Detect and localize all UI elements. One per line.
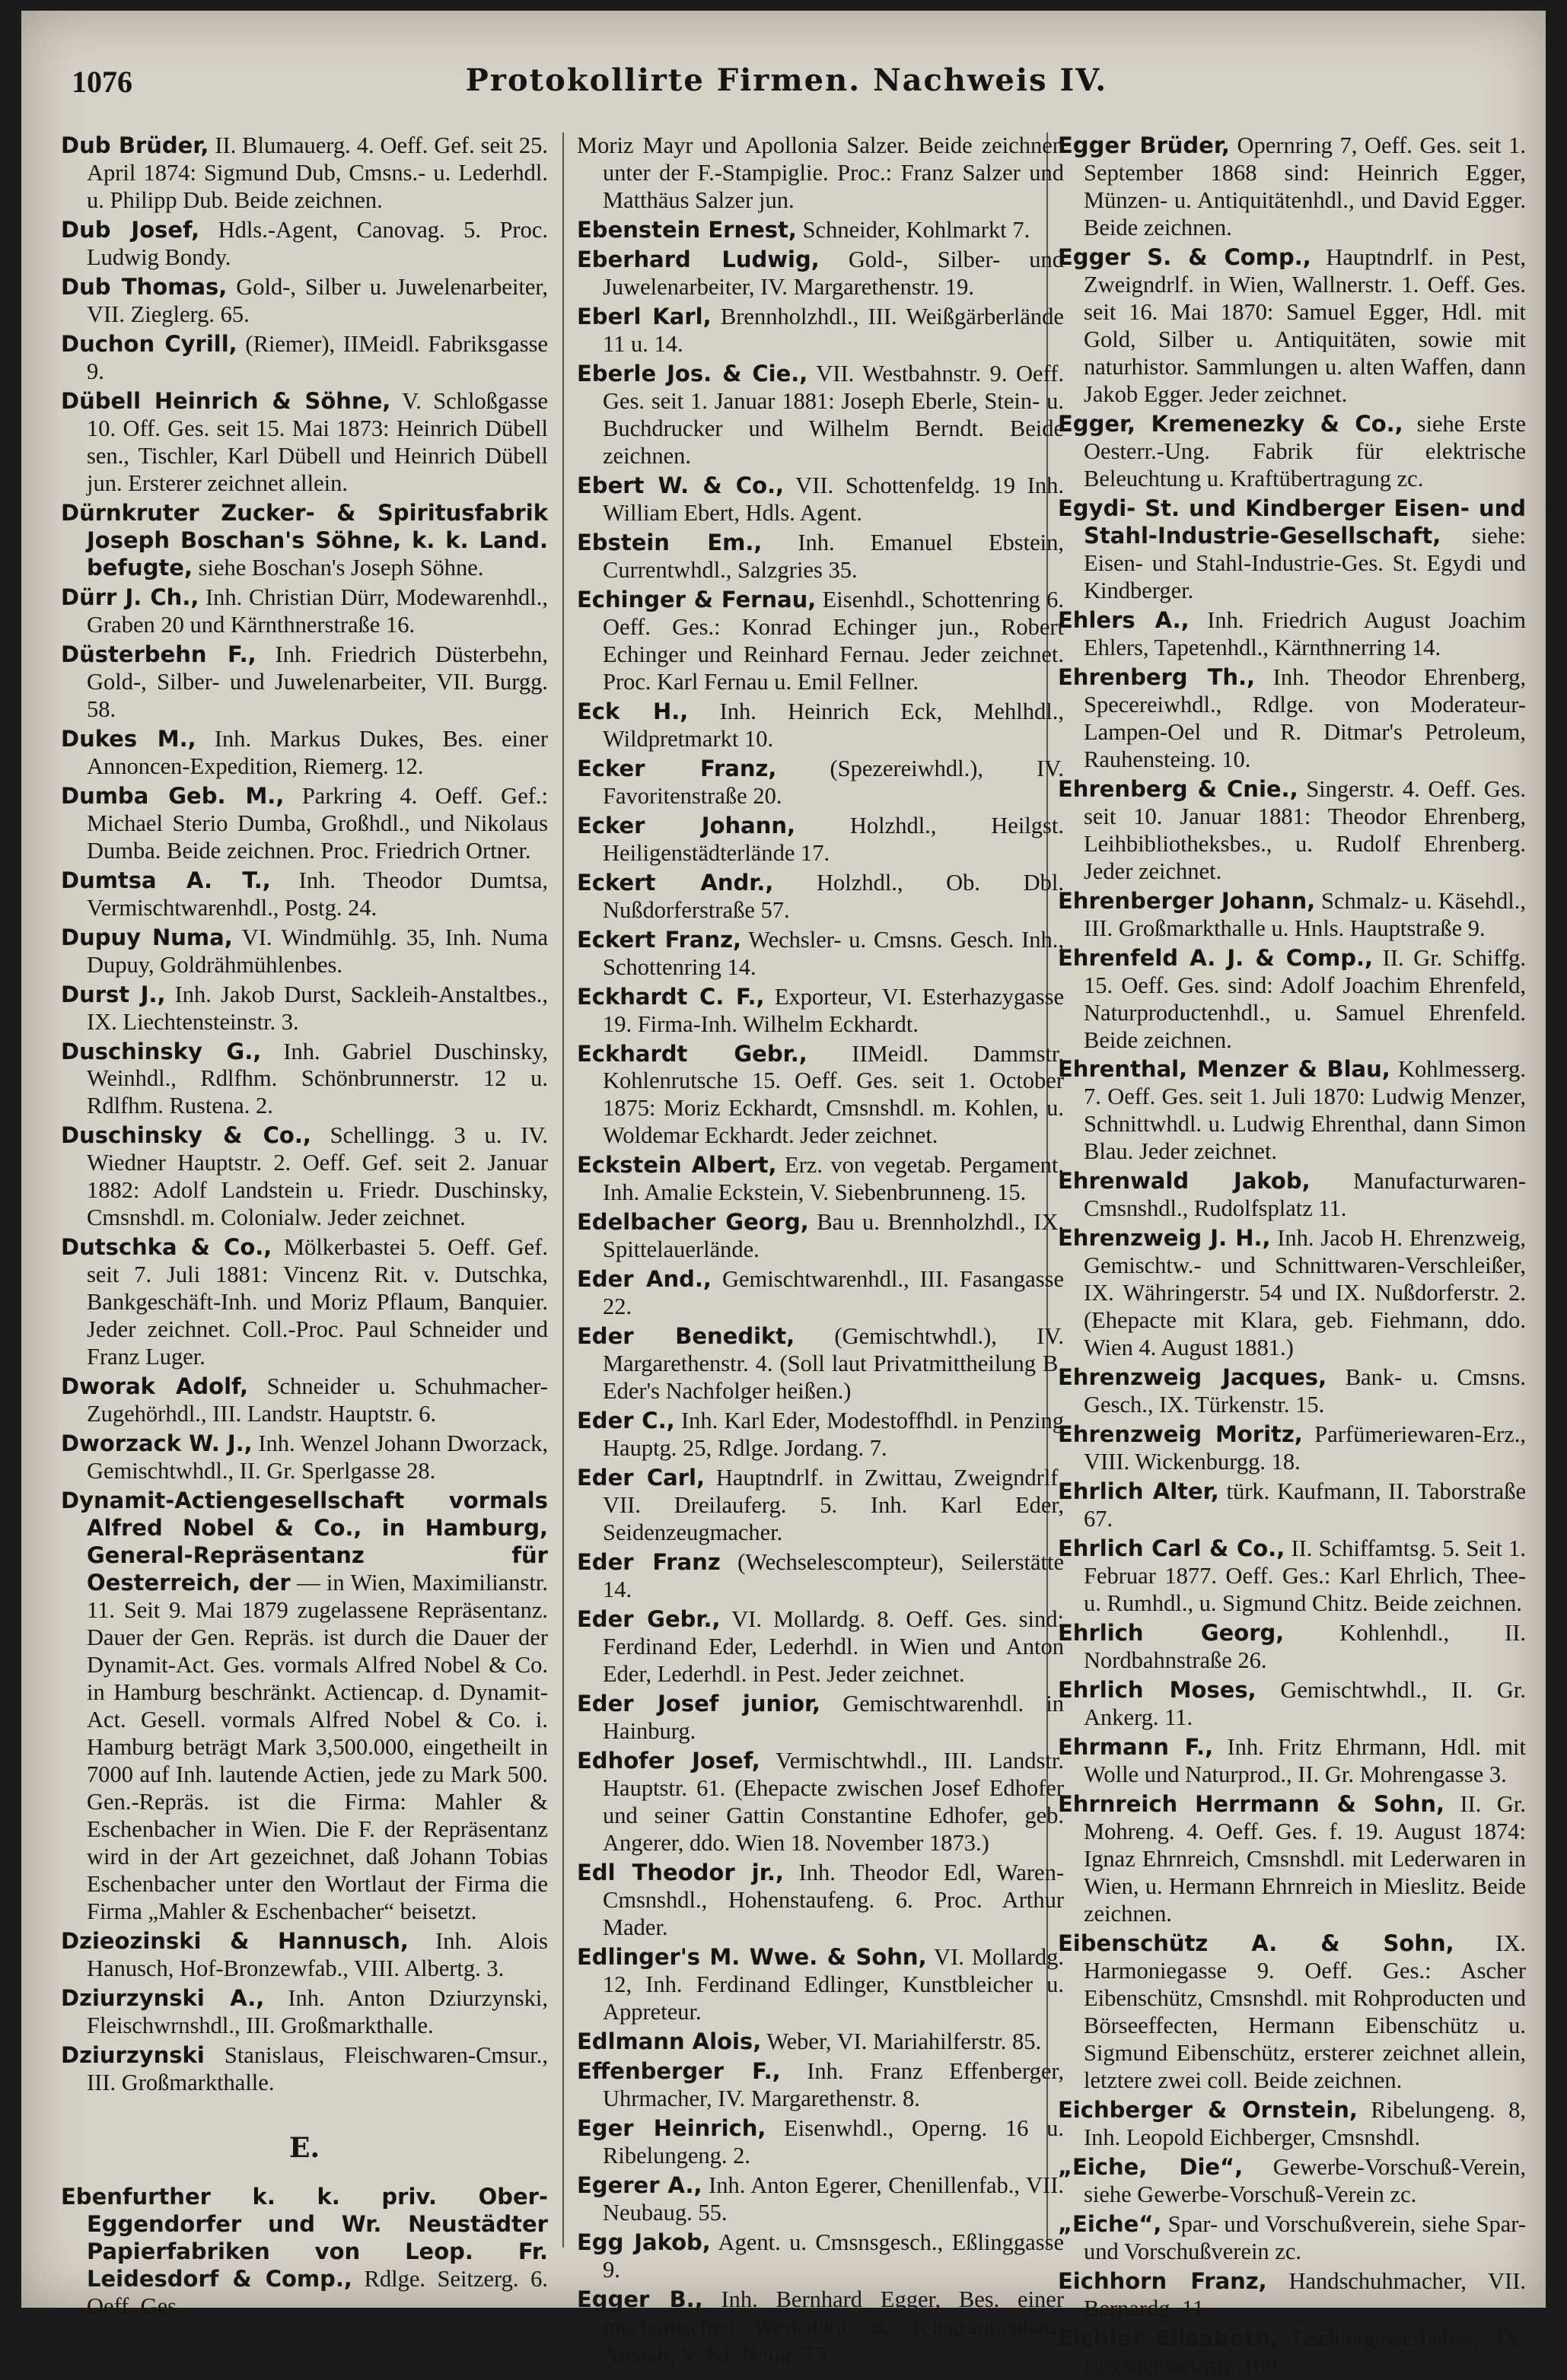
directory-entry: [1058, 776, 1526, 886]
firm-name: Edelbacher Georg,: [577, 1209, 809, 1236]
entry-text: Gold-, Silber u. Juwelenarbeiter, VII. Zieglerg. 65.: [87, 273, 548, 327]
firm-name: Eichhorn Franz,: [1058, 2267, 1267, 2294]
directory-entry: [1058, 1930, 1526, 2095]
firm-name: Ehrlich Georg,: [1058, 1620, 1285, 1647]
directory-entry: [61, 982, 548, 1036]
directory-entry: [1058, 2097, 1526, 2152]
firm-name: Eder Josef junior,: [577, 1691, 821, 1717]
entry-text: II. Schiffamtsg. 5. Seit 1. Februar 1877. Oeff. Ges.: Karl Ehrlich, Thee- u. Rumhdl., u. Sigmund Chitz. Beide zeichnen.: [1084, 1535, 1526, 1617]
entry-text: VII. Schottenfeldg. 19 Inh. William Ebert, Hdls. Agent.: [603, 472, 1065, 526]
firm-name: Dworak Adolf,: [61, 1373, 249, 1400]
directory-entry: [61, 584, 548, 639]
firm-name: Duschinsky & Co.,: [61, 1122, 311, 1149]
firm-name: Ebstein Em.,: [577, 529, 763, 555]
column-2: [577, 132, 1065, 2367]
firm-name: Dziurzynski A.,: [61, 1984, 265, 2011]
firm-name: Ecker Johann,: [577, 812, 796, 838]
entry-text: Bau u. Brennholzhdl., IX. Spittelauerlände.: [603, 1209, 1064, 1263]
directory-entry: [1058, 1478, 1526, 1533]
firm-name: Ehrenberg & Cnie.,: [1058, 775, 1298, 802]
directory-entry: [1058, 2211, 1526, 2266]
directory-entry: [577, 304, 1064, 358]
firm-name: Egerer A.,: [577, 2172, 702, 2198]
directory-entry: [1058, 1677, 1526, 1732]
directory-entry: [61, 867, 548, 922]
entry-text: Inh. Friedrich Düsterbehn, Gold-, Silber- und Juwelenarbeiter, VII. Burgg. 58.: [87, 641, 548, 722]
entry-text: Singerstr. 4. Oeff. Ges. seit 10. Januar 1881: Theodor Ehrenberg, Leihbibliotheksbes., u. Rudolf Ehrenberg. Jeder zeichnet.: [1084, 775, 1526, 884]
entry-text: Schmalz- u. Käsehdl., III. Großmarkthalle u. Hnls. Hauptstraße 9.: [1084, 887, 1526, 941]
directory-entry: [577, 530, 1064, 584]
firm-name: Durst J.,: [61, 981, 166, 1007]
entry-text: IX. Harmoniegasse 9. Oeff. Ges.: Ascher Eibenschütz, Cmsnshdl. mit Rohproducten und Börseeffecten, Hermann Eibenschütz u. Sigmund Eibenschütz, ersterer zeichnet allein, letztere zwei coll. Beide zeichnen.: [1084, 1930, 1526, 2093]
entry-text: Inh. Bernhard Egger, Bes. einer mechanischen Werkstätte u. Telegraphenbau-Anstalt, V. Kl. Neug. 23.: [603, 2286, 1064, 2367]
directory-entry: [577, 1691, 1064, 1745]
directory-entry: [577, 1041, 1064, 1150]
firm-name: Edhofer Josef,: [577, 1748, 760, 1774]
firm-name: Dutschka & Co.,: [61, 1234, 272, 1261]
firm-name: Eberl Karl,: [577, 303, 712, 329]
directory-entry: [577, 217, 1064, 244]
firm-name: Eger Heinrich,: [577, 2114, 766, 2141]
entry-text: Hauptndrlf. in Zwittau, Zweigndrlf. VII. Dreilauferg. 5. Inh. Karl Eder, Seidenzeugmacher.: [603, 1465, 1064, 1546]
firm-name: Eckhardt C. F.,: [577, 983, 765, 1010]
directory-entry: [577, 1748, 1064, 1857]
directory-entry: [577, 1944, 1064, 2026]
directory-entry: [577, 870, 1064, 924]
firm-name: Ehlers A.,: [1058, 606, 1190, 633]
directory-entry: [1058, 2154, 1526, 2209]
firm-name: Dub Thomas,: [61, 273, 228, 300]
directory-entry: [577, 132, 1064, 215]
firm-name: Eder And.,: [577, 1266, 712, 1293]
directory-entry: [61, 2184, 548, 2321]
firm-name: Eder C.,: [577, 1408, 675, 1434]
firm-name: Duschinsky G.,: [61, 1038, 262, 1064]
entry-text: V. Schloßgasse 10. Off. Ges. seit 15. Mai 1873: Heinrich Dübell sen., Tischler, Karl Dübell und Heinrich Dübell jun. Ersterer zeichnet allein.: [87, 387, 548, 496]
firm-name: Dub Brüder,: [61, 132, 209, 158]
directory-entry: [1058, 1535, 1526, 1618]
entry-text: (Wechselescompteur), Seilerstätte 14.: [603, 1549, 1064, 1603]
entry-text: türk. Kaufmann, II. Taborstraße 67.: [1084, 1478, 1526, 1532]
entry-text: Inh. Franz Effenberger, Uhrmacher, IV. Margarethenstr. 8.: [603, 2057, 1064, 2111]
directory-entry: [61, 924, 548, 979]
firm-name: Edlmann Alois,: [577, 2028, 762, 2054]
entry-text: Inh. Karl Eder, Modestoffhdl. in Penzing Hauptg. 25, Rdlge. Jordang. 7.: [603, 1408, 1064, 1462]
directory-entry: [577, 1860, 1064, 1942]
entry-text: Gewerbe-Vorschuß-Verein, siehe Gewerbe-Vorschuß-Verein zc.: [1084, 2153, 1526, 2207]
directory-entry: [577, 813, 1064, 867]
directory-entry: [61, 1234, 548, 1371]
running-title: Protokollirte Firmen. Nachweis IV.: [465, 62, 1108, 98]
directory-entry: [1058, 1620, 1526, 1675]
firm-name: Duchon Cyrill,: [61, 330, 237, 357]
firm-name: Egger B.,: [577, 2286, 703, 2312]
entry-text: IIMeidl. Dammstr. Kohlenrutsche 15. Oeff. Ges. seit 1. October 1875: Moriz Eckhardt, Cmsnshdl. m. Kohlen, u. Woldemar Eckhardt. Jeder zeichnet.: [603, 1040, 1065, 1149]
directory-entry: [61, 1430, 548, 1485]
directory-entry: [1058, 1056, 1526, 1166]
firm-name: Dürnkruter Zucker- & Spiritusfabrik Joseph Boschan's Söhne, k. k. Land. befugte,: [61, 499, 548, 581]
directory-entry: [577, 2058, 1064, 2113]
firm-name: Dübell Heinrich & Söhne,: [61, 387, 391, 414]
entry-text: Weber, VI. Mariahilferstr. 85.: [761, 2028, 1042, 2054]
directory-entry: [1058, 2268, 1526, 2323]
entry-text: Schellingg. 3 u. IV. Wiedner Hauptstr. 2. Oeff. Gef. seit 2. Januar 1882: Adolf Landstein u. Friedr. Duschinsky, Cmsnshdl. m. Colonialw. Jeder zeichnet.: [87, 1122, 548, 1231]
firm-name: Ehrenfeld A. J. & Comp.,: [1058, 944, 1373, 971]
entry-text: Stanislaus, Fleischwaren-Cmsur., III. Großmarkthalle.: [87, 2041, 548, 2095]
entry-text: Moriz Mayr und Apollonia Salzer. Beide zeichnen unter der F.-Stampiglie. Proc.: Franz Salzer und Matthäus Salzer jun.: [577, 132, 1064, 213]
entry-text: Gemischtwarenhdl. in Hainburg.: [603, 1691, 1064, 1745]
directory-entry: [1058, 1364, 1526, 1419]
firm-name: Ehrenthal, Menzer & Blau,: [1058, 1056, 1390, 1083]
directory-entry: [61, 1373, 548, 1428]
entry-text: Spar- und Vorschußverein, siehe Spar- und Vorschußverein zc.: [1084, 2210, 1526, 2264]
firm-name: Eckhardt Gebr.,: [577, 1040, 807, 1067]
entry-text: II. Gr. Schiffg. 15. Oeff. Ges. sind: Adolf Joachim Ehrenfeld, Naturproductenhdl., u. Samuel Ehrenfeld. Beide zeichnen.: [1084, 944, 1526, 1053]
firm-name: Ehrlich Carl & Co.,: [1058, 1535, 1285, 1562]
directory-entry: [61, 783, 548, 865]
firm-name: Egger Brüder,: [1058, 132, 1230, 158]
entry-text: Kohlenhdl., II. Nordbahnstraße 26.: [1084, 1620, 1526, 1674]
directory-entry: [577, 1465, 1064, 1547]
firm-name: Eder Carl,: [577, 1465, 705, 1491]
directory-entry: [61, 388, 548, 498]
directory-entry: [577, 2229, 1064, 2284]
entry-text: Exporteur, VI. Esterhazygasse 19. Firma-Inh. Wilhelm Eckhardt.: [603, 983, 1064, 1037]
entry-text: Gemischtwarenhdl., III. Fasangasse 22.: [603, 1266, 1064, 1320]
firm-name: Dumtsa A. T.,: [61, 867, 271, 893]
page-header: [50, 61, 1523, 110]
firm-name: Dumba Geb. M.,: [61, 782, 285, 809]
entry-text: — in Wien, Maximilianstr. 11. Seit 9. Mai 1879 zugelassene Repräsentanz. Dauer der Gen. Repräs. ist durch die Dauer der Dynamit-Act. Ges. vormals Alfred Nobel & Co. in Hamburg beschränkt. Actiencap. d. Dynamit-Act. Gesell. vormals Alfred Nobel & Co. i. Hamburg beträgt Mark 3,500.000, eingetheilt in 7000 auf Inh. lautende Actien, jede zu Mark 500. Gen.-Repräs. ist die Firma: Mahler & Eschenbacher in Wien. Die F. der Repräsentanz wird in der Art gezeichnet, daß Johann Tobias Eschenbacher unter den Wortlaut der Firma die Firma „Mahler & Eschenbacher“ beisetzt.: [87, 1570, 548, 1925]
section-letter: E.: [289, 2131, 320, 2164]
directory-entry: [577, 2286, 1064, 2369]
directory-entry: [61, 331, 548, 386]
firm-name: Eck H.,: [577, 698, 689, 724]
entry-text: Inh. Theodor Ehrenberg, Specereiwhdl., Rdlge. von Moderateur-Lampen-Oel und R. Ditmar's Petroleum, Rauhensteing. 10.: [1084, 663, 1526, 772]
firm-name: Dukes M.,: [61, 725, 196, 752]
directory-entry: [1058, 1734, 1526, 1789]
firm-name: Ehrenwald Jakob,: [1058, 1168, 1311, 1195]
directory-entry: [61, 274, 548, 329]
directory-entry: [61, 726, 548, 781]
entry-text: Inh. Anton Egerer, Chenillenfab., VII. Neubaug. 55.: [603, 2172, 1064, 2226]
entry-text: Inh. Fritz Ehrmann, Hdl. mit Wolle und Naturprod., II. Gr. Mohrengasse 3.: [1084, 1734, 1527, 1788]
entry-text: Tischlergewerbebes., IX. Liechtensteinstr. 109.: [1084, 2324, 1526, 2378]
entry-text: Agent. u. Cmsnsgesch., Eßlinggasse 9.: [603, 2229, 1064, 2283]
entry-text: Mölkerbastei 5. Oeff. Gef. seit 7. Juli 1881: Vincenz Rit. v. Dutschka, Bankgeschäft-Inh. und Moriz Pflaum, Banquier. Jeder zeichnet. Coll.-Proc. Paul Schneider und Franz Luger.: [87, 1234, 548, 1370]
entry-text: (Riemer), IIMeidl. Fabriksgasse 9.: [87, 330, 548, 384]
firm-name: „Eiche, Die“,: [1058, 2153, 1244, 2180]
firm-name: Ehrenzweig J. H.,: [1058, 1225, 1271, 1252]
firm-name: Düsterbehn F.,: [61, 641, 256, 667]
firm-name: Ebenstein Ernest,: [577, 216, 797, 243]
firm-name: Eder Benedikt,: [577, 1323, 795, 1350]
directory-entry: [577, 247, 1064, 301]
firm-name: Edlinger's M. Wwe. & Sohn,: [577, 1944, 927, 1970]
entry-text: Vermischtwhdl., III. Landstr. Hauptstr. 61. (Ehepacte zwischen Josef Edhofer und seiner Gattin Constantine Edhofer, geb. Angerer, ddo. Wien 18. November 1873.): [603, 1748, 1065, 1857]
firm-name: Ehrlich Moses,: [1058, 1677, 1256, 1704]
directory-entry: [61, 641, 548, 724]
directory-entry: [577, 2028, 1064, 2056]
firm-name: Ehrenberg Th.,: [1058, 663, 1256, 690]
entry-text: Bank- u. Cmsns. Gesch., IX. Türkenstr. 15.: [1084, 1364, 1527, 1418]
entry-text: Manufacturwaren-Cmsnshdl., Rudolfsplatz 11.: [1084, 1168, 1527, 1222]
entry-text: Inh. Christian Dürr, Modewarenhdl., Graben 20 und Kärnthnerstraße 16.: [87, 584, 548, 638]
entry-text: Rdlge. Seitzerg. 6. Oeff. Ges.: [87, 2266, 548, 2320]
directory-entry: [61, 217, 548, 272]
column-3: [1058, 132, 1527, 2378]
directory-entry: [577, 1152, 1064, 1207]
entry-text: Hdls.-Agent, Canovag. 5. Proc. Ludwig Bondy.: [87, 216, 548, 270]
firm-name: Eberle Jos. & Cie.,: [577, 360, 808, 387]
entry-text: (Gemischtwhdl.), IV. Margarethenstr. 4. (Soll laut Privatmittheilung B. Eder's Nachfolger heißen.): [603, 1323, 1064, 1405]
firm-name: Dürr J. Ch.,: [61, 584, 199, 610]
firm-name: Dub Josef,: [61, 216, 200, 243]
entry-text: Brennholzhdl., III. Weißgärberlände 11 u. 14.: [603, 303, 1064, 357]
firm-name: Ehrmann F.,: [1058, 1734, 1214, 1761]
entry-text: Kohlmesserg. 7. Oeff. Ges. seit 1. Juli 1870: Ludwig Menzer, Schnittwhdl. u. Ludwig Ehrenthal, dann Simon Blau. Jeder zeichnet.: [1084, 1056, 1526, 1165]
firm-name: Effenberger F.,: [577, 2057, 781, 2084]
entry-text: Inh. Emanuel Ebstein, Currentwhdl., Salzgries 35.: [603, 529, 1065, 583]
firm-name: Eckert Franz,: [577, 926, 741, 953]
directory-entry: [1058, 1421, 1526, 1476]
directory-entry: [61, 500, 548, 582]
firm-name: Eibenschütz A. & Sohn,: [1058, 1930, 1454, 1956]
entry-text: II. Blumauerg. 4. Oeff. Gef. seit 25. April 1874: Sigmund Dub, Cmsns.- u. Lederhdl. u. Philipp Dub. Beide zeichnen.: [87, 132, 549, 213]
firm-name: Ehrenzweig Jacques,: [1058, 1364, 1327, 1391]
firm-name: Egger S. & Comp.,: [1058, 243, 1311, 270]
entry-text: Ribelungeng. 8, Inh. Leopold Eichberger, Cmsnshdl.: [1084, 2096, 1526, 2150]
firm-name: Eichler Elisabeth,: [1058, 2324, 1279, 2351]
firm-name: Eberhard Ludwig,: [577, 246, 820, 272]
firm-name: „Eiche“,: [1058, 2210, 1162, 2237]
directory-entry: [577, 984, 1064, 1039]
firm-name: Dworzack W. J.,: [61, 1430, 253, 1457]
entry-text: Holzhdl., Heilgst. Heiligenstädterlände 17.: [603, 812, 1064, 866]
firm-name: Dzieozinski & Hannusch,: [61, 1928, 409, 1954]
directory-entry: [61, 1039, 548, 1121]
entry-text: Gemischtwhdl., II. Gr. Ankerg. 11.: [1084, 1677, 1526, 1731]
directory-entry: [1058, 945, 1526, 1055]
directory-entry: [1058, 888, 1526, 943]
entry-text: Inh. Friedrich August Joachim Ehlers, Tapetenhdl., Kärnthnerring 14.: [1084, 606, 1526, 660]
firm-name: Eder Gebr.,: [577, 1606, 721, 1633]
directory-entry: [577, 1408, 1064, 1462]
directory-entry: [577, 2172, 1064, 2227]
directory-entry: [1058, 1168, 1526, 1223]
entry-text: Eisenhdl., Schottenring 6. Oeff. Ges.: Konrad Echinger jun., Robert Echinger und Reinhard Fernau. Jeder zeichnet. Proc. Karl Fernau u. Emil Fellner.: [603, 586, 1064, 695]
directory-entry: [577, 1323, 1064, 1405]
entry-text: Inh. Wenzel Johann Dworzack, Gemischtwhdl., II. Gr. Sperlgasse 28.: [87, 1430, 549, 1484]
firm-name: Dziurzynski: [61, 2041, 205, 2068]
firm-name: Edl Theodor jr.,: [577, 1860, 784, 1886]
directory-entry: [577, 361, 1064, 470]
directory-entry: [577, 587, 1064, 696]
firm-name: Ehrenberger Johann,: [1058, 887, 1316, 914]
firm-name: Ebert W. & Co.,: [577, 472, 785, 498]
column-1: [61, 132, 549, 2320]
firm-name: Ehrenzweig Moritz,: [1058, 1421, 1303, 1448]
entry-text: VI. Windmühlg. 35, Inh. Numa Dupuy, Goldrähmühlenbes.: [87, 924, 549, 978]
entry-text: Opernring 7, Oeff. Ges. seit 1. September 1868 sind: Heinrich Egger, Münzen- u. Antiquitätenhdl., und David Egger. Beide zeichnen.: [1084, 132, 1527, 240]
directory-entry: [1058, 2325, 1526, 2380]
directory-entry: [577, 1549, 1064, 1604]
directory-entry: [61, 1985, 548, 2040]
firm-name: Ecker Franz,: [577, 755, 777, 781]
directory-entry: [61, 1488, 548, 1926]
firm-name: Eichberger & Ornstein,: [1058, 2096, 1358, 2123]
scanned-page: [21, 11, 1546, 2378]
entry-text: Inh. Gabriel Duschinsky, Weinhdl., Rdlfhm. Schönbrunnerstr. 12 u. Rdlfhm. Rustena. 2.: [87, 1038, 548, 1119]
entry-text: Inh. Jacob H. Ehrenzweig, Gemischtw.- und Schnittwaren-Verschleißer, IX. Währingerstr. 54 und IX. Nußdorferstr. 2. (Ehepacte mit Klara, geb. Fiehmann, ddo. Wien 4. August 1881.): [1084, 1225, 1526, 1361]
entry-text: Inh. Jakob Durst, Sackleih-Anstaltbes., IX. Liechtensteinstr. 3.: [87, 981, 548, 1035]
firm-name: Ehrlich Alter,: [1058, 1478, 1219, 1505]
column-divider: [562, 132, 564, 2248]
firm-name: Eder Franz: [577, 1549, 721, 1576]
firm-name: Eckert Andr.,: [577, 869, 774, 896]
directory-entry: [1058, 664, 1526, 774]
firm-name: Dupuy Numa,: [61, 924, 233, 950]
firm-name: Egger, Kremenezky & Co.,: [1058, 410, 1403, 437]
directory-entry: [577, 1606, 1064, 1688]
firm-name: Ehrnreich Herrmann & Sohn,: [1058, 1791, 1444, 1818]
entry-text: Hauptndrlf. in Pest, Zweigndrlf. in Wien, Wallnerstr. 1. Oeff. Ges. seit 16. Mai 1870: Samuel Egger, Hdl. mit Gold, Silber u. Antiquitäten, sowie mit naturhistor. Sammlungen u. alten Waffen, dann Jakob Egger. Jeder zeichnet.: [1084, 243, 1526, 407]
entry-text: Parkring 4. Oeff. Gef.: Michael Sterio Dumba, Großhdl., und Nikolaus Dumba. Beide zeichnen. Proc. Friedrich Ortner.: [87, 782, 548, 864]
directory-entry: [1058, 1791, 1526, 1928]
directory-entry: [577, 927, 1064, 982]
directory-entry: [61, 132, 548, 215]
entry-text: Schneider u. Schuhmacher-Zugehörhdl., III. Landstr. Hauptstr. 6.: [87, 1373, 549, 1427]
directory-entry: [577, 698, 1064, 753]
entry-text: Handschuhmacher, VII. Bernardg. 11.: [1084, 2267, 1526, 2321]
directory-entry: [61, 1122, 548, 1232]
entry-text: siehe Erste Oesterr.-Ung. Fabrik für elektrische Beleuchtung u. Kraftübertragung zc.: [1084, 410, 1526, 492]
entry-text: VI. Mollardg. 8. Oeff. Ges. sind: Ferdinand Eder, Lederhdl. in Wien und Anton Eder, Lederhdl. in Pest. Jeder zeichnet.: [603, 1606, 1064, 1688]
directory-entry: [577, 1209, 1064, 1264]
entry-text: Parfümeriewaren-Erz., VIII. Wickenburgg. 18.: [1084, 1421, 1526, 1475]
entry-text: Inh. Anton Dziurzynski, Fleischwrnshdl., III. Großmarkthalle.: [87, 1984, 548, 2038]
entry-text: siehe: Eisen- und Stahl-Industrie-Ges. St. Egydi und Kindberger.: [1084, 522, 1526, 603]
entry-text: VII. Westbahnstr. 9. Oeff. Ges. seit 1. Januar 1881: Joseph Eberle, Stein- u. Buchdrucker und Wilhelm Berndt. Beide zeichnen.: [603, 360, 1064, 469]
directory-entry: [1058, 495, 1526, 605]
entry-text: Inh. Markus Dukes, Bes. einer Annoncen-Expedition, Riemerg. 12.: [87, 725, 548, 779]
entry-text: Gold-, Silber- und Juwelenarbeiter, IV. Margarethenstr. 19.: [603, 246, 1064, 300]
entry-text: II. Gr. Mohreng. 4. Oeff. Ges. f. 19. August 1874: Ignaz Ehrnreich, Cmsnshdl. mit Lederwaren in Wien, u. Hermann Ehrnreich in Mieslitz. Beide zeichnen.: [1084, 1791, 1526, 1927]
entry-text: Schneider, Kohlmarkt 7.: [796, 216, 1030, 243]
entry-text: VI. Mollardg. 12, Inh. Ferdinand Edlinger, Kunstbleicher u. Appreteur.: [603, 1944, 1064, 2025]
directory-entry: [61, 2042, 548, 2097]
directory-entry: [1058, 607, 1526, 662]
entry-text: siehe Boschan's Joseph Söhne.: [193, 554, 484, 581]
directory-entry: [61, 1928, 548, 1983]
directory-entry: [1058, 411, 1526, 493]
entry-text: Inh. Theodor Dumtsa, Vermischtwarenhdl., Postg. 24.: [87, 867, 548, 921]
firm-name: Eckstein Albert,: [577, 1152, 777, 1179]
entry-text: Eisenwhdl., Operng. 16 u. Ribelungeng. 2.: [603, 2114, 1064, 2168]
directory-entry: [1058, 1225, 1526, 1362]
firm-name: Ebenfurther k. k. priv. Ober-Eggendorfer und Wr. Neustädter Papierfabriken von Leop. Fr. Leidesdorf & Comp.,: [61, 2184, 548, 2292]
entry-text: Inh. Theodor Edl, Waren-Cmsnshdl., Hohenstaufeng. 6. Proc. Arthur Mader.: [603, 1860, 1064, 1941]
directory-entry: [577, 756, 1064, 810]
directory-entry: [1058, 132, 1526, 242]
firm-name: Echinger & Fernau,: [577, 586, 817, 612]
entry-text: (Spezereiwhdl.), IV. Favoritenstraße 20.: [603, 755, 1064, 809]
directory-entry: [577, 473, 1064, 527]
firm-name: Egydi- St. und Kindberger Eisen- und Stahl-Industrie-Gesellschaft,: [1058, 495, 1526, 549]
page-number: 1076: [72, 65, 132, 99]
directory-entry: [577, 1266, 1064, 1321]
entry-text: Inh. Alois Hanusch, Hof-Bronzewfab., VIII. Albertg. 3.: [87, 1928, 548, 1981]
firm-name: Egg Jakob,: [577, 2229, 711, 2255]
firm-name: Dynamit-Actiengesellschaft vormals Alfred Nobel & Co., in Hamburg, General-Repräsentanz für Oesterreich, der: [61, 1488, 548, 1596]
entry-text: Inh. Heinrich Eck, Mehlhdl., Wildpretmarkt 10.: [603, 698, 1065, 752]
entry-text: Wechsler- u. Cmsns. Gesch. Inh., Schottenring 14.: [603, 926, 1064, 980]
directory-entry: [577, 2115, 1064, 2170]
directory-entry: [1058, 244, 1526, 409]
entry-text: Erz. von vegetab. Pergament. Inh. Amalie Eckstein, V. Siebenbrunneng. 15.: [603, 1152, 1064, 1206]
entry-text: Holzhdl., Ob. Dbl. Nußdorferstraße 57.: [603, 869, 1064, 923]
